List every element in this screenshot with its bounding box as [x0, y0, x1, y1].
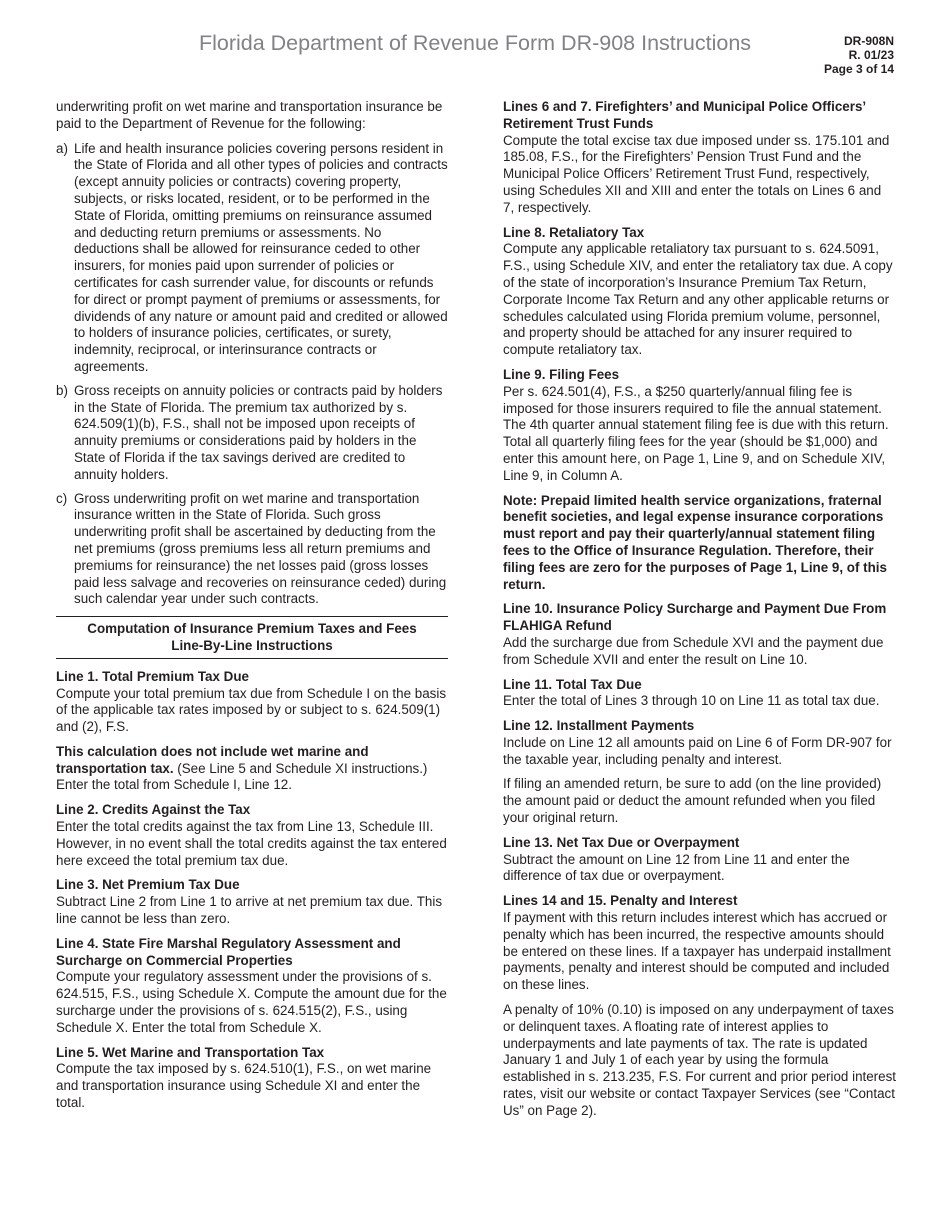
line12-amended-text: If filing an amended return, be sure to add (on the line provided) the amount paid or deduct the amount refunded when you filed your original return. [503, 776, 882, 826]
form-identifier [824, 34, 894, 76]
form-revision: R. 01/23 [848, 48, 894, 62]
line8-text: Compute any applicable retaliatory tax pursuant to s. 624.5091, F.S., using Schedule XIV, and enter the retaliatory tax due. A copy of the state of incorporation’s Insurance Premium Tax Return, Corporate Income Tax Return and any other applicable returns or schedules calculated using Florida premium volume, personnel, and property should be attached for any insurer required to compute retaliatory tax. [503, 241, 893, 358]
page-title: Florida Department of Revenue Form DR-908 Instructions [198, 31, 752, 55]
intro-paragraph: underwriting profit on wet marine and transportation insurance be paid to the Department of Revenue for the following: [56, 99, 443, 131]
line5-text: Compute the tax imposed by s. 624.510(1), F.S., on wet marine and transportation insurance using Schedule XI and enter the total. [56, 1061, 432, 1111]
line2-text: Enter the total credits against the tax from Line 13, Schedule III. However, in no event shall the total credits against the tax entered here exceed the total premium tax due. [56, 819, 447, 868]
line14-15-section [503, 893, 896, 994]
line1-note-bold: This calculation does not include wet marine and transportation tax. [56, 743, 369, 776]
tax-base-list [56, 141, 448, 609]
line6-7-section [503, 99, 896, 217]
line2-heading: Line 2. Credits Against the Tax [56, 802, 251, 818]
line10-heading: Line 10. Insurance Policy Surcharge and Payment Due From FLAHIGA Refund [503, 601, 887, 634]
list-item-text: Gross receipts on annuity policies or contracts paid by holders in the State of Florida. The premium tax authorized by s. 624.509(1)(b), F.S., shall not be imposed upon receipts of annuity premiums or considerations paid by holders in the State of Florida if the tax savings derived are credited to annuity holders. [74, 382, 443, 482]
line9-heading: Line 9. Filing Fees [503, 366, 620, 382]
line13-text: Subtract the amount on Line 12 from Line 11 and enter the difference of tax due or overpayment. [503, 851, 850, 884]
list-item [56, 141, 448, 376]
line11-text: Enter the total of Lines 3 through 10 on Line 11 as total tax due. [503, 693, 880, 709]
line3-text: Subtract Line 2 from Line 1 to arrive at net premium tax due. This line cannot be less than zero. [56, 894, 443, 927]
line13-section [503, 835, 896, 885]
line13-heading: Line 13. Net Tax Due or Overpayment [503, 834, 740, 850]
line8-heading: Line 8. Retaliatory Tax [503, 224, 645, 240]
line10-text: Add the surcharge due from Schedule XVI and the payment due from Schedule XVII and enter the result on Line 10. [503, 634, 884, 667]
line5-section [56, 1045, 448, 1112]
line1-text: Compute your total premium tax due from Schedule I on the basis of the applicable tax rates imposed by or subject to s. 624.509(1) and (2), F.S. [56, 685, 447, 735]
line6-7-text: Compute the total excise tax due imposed under ss. 175.101 and 185.08, F.S., for the Firefighters’ Pension Trust Fund and the Municipal Police Officers’ Retirement Trust Fund, respectively, using Schedules XII and XIII and enter the totals on Lines 6 and 7, respectively. [503, 132, 890, 215]
line6-7-heading: Lines 6 and 7. Firefighters’ and Municipal Police Officers’ Retirement Trust Funds [503, 99, 866, 131]
line12-text: Include on Line 12 all amounts paid on Line 6 of Form DR-907 for the taxable year, including penalty and interest. [503, 734, 892, 767]
list-item [56, 383, 448, 484]
right-column [503, 99, 896, 1128]
line14-15-heading: Lines 14 and 15. Penalty and Interest [503, 893, 738, 909]
line9-note: Note: Prepaid limited health service organizations, fraternal benefit societies, and legal expense insurance corporations must report and pay their quarterly/annual statement filing fees to the Office of Insurance Regulation. Therefore, their filing fees are zero for the purposes of Page 1, Line 9, of this return. [503, 492, 887, 592]
list-item-text: Gross underwriting profit on wet marine and transportation insurance written in the State of Florida. Such gross underwriting profit shall be ascertained by deducting from the net premiums (gross premiums less all return premiums and premiums for reinsurance) the net losses paid (gross losses paid less salvage and recoveries on reinsurance ceded) during such calendar year under such contracts. [74, 490, 447, 607]
line4-text: Compute your regulatory assessment under the provisions of s. 624.515, F.S., using Schedule X. Compute the amount due for the surcharge under the provisions of s. 624.515(2), F.S., using Schedule X. Enter the total from Schedule X. [56, 969, 447, 1035]
line12-heading: Line 12. Installment Payments [503, 718, 695, 734]
line1-note-text: (See Line 5 and Schedule XI instructions.) Enter the total from Schedule I, Line 12. [56, 760, 428, 793]
page-number: Page 3 of 14 [823, 62, 894, 76]
line2-section [56, 802, 448, 869]
section-heading-box [56, 616, 448, 659]
list-item [56, 491, 448, 609]
section-heading-subtitle: Line-By-Line Instructions [171, 637, 333, 653]
line9-section [503, 367, 896, 485]
line14-15-penalty-text: A penalty of 10% (0.10) is imposed on any underpayment of taxes or delinquent taxes. A floating rate of interest applies to underpayments and late payments of tax. The rate is updated January 1 and July 1 of each year by using the formula established in s. 213.235, F.S. For current and prior period interest rates, visit our website or contact Taxpayer Services (see “Contact Us” on Page 2). [503, 1002, 897, 1118]
section-heading-title: Computation of Insurance Premium Taxes and Fees [87, 621, 417, 637]
line1-section [56, 669, 448, 736]
line4-heading: Line 4. State Fire Marshal Regulatory Assessment and Surcharge on Commercial Properties [56, 935, 401, 968]
line3-heading: Line 3. Net Premium Tax Due [56, 877, 240, 893]
line8-section [503, 225, 896, 359]
line11-heading: Line 11. Total Tax Due [503, 676, 642, 692]
line11-section [503, 677, 896, 711]
list-marker: c) [56, 490, 68, 506]
line3-section [56, 877, 448, 927]
line12-section [503, 718, 896, 768]
line9-text: Per s. 624.501(4), F.S., a $250 quarterly/annual filing fee is imposed for those insurers required to file the annual statement. The 4th quarter annual statement filing fee is due with this return. Total all quarterly filing fees for the year (should be $1,000) and enter this amount here, on Page 1, Line 9, and on Schedule XIV, Line 9, in Column A. [503, 383, 889, 483]
line1-heading: Line 1. Total Premium Tax Due [56, 668, 249, 684]
list-marker: b) [56, 382, 68, 398]
line4-section [56, 936, 448, 1037]
line14-15-text: If payment with this return includes interest which has accrued or penalty which has been incurred, the respective amounts should be entered on these lines. If a taxpayer has underpaid installment payments, penalty and interest should be computed and included on these lines. [503, 910, 891, 993]
list-marker: a) [56, 140, 68, 156]
form-number: DR-908N [843, 34, 894, 48]
line1-note [56, 744, 448, 794]
line10-section [503, 601, 896, 668]
line5-heading: Line 5. Wet Marine and Transportation Tax [56, 1044, 325, 1060]
left-column [56, 99, 448, 1120]
list-item-text: Life and health insurance policies covering persons resident in the State of Florida and all other types of policies and contracts (except annuity policies or contracts) covering property, subjects, or risks located, resident, or to be performed in the State of Florida, omitting premiums on reinsurance assumed and deducting return premiums or assessments. No deductions shall be allowed for reinsurance ceded to other insurers, for monies paid upon surrender of policies or certificates for cash surrender value, for discounts or refunds for direct or prompt payment of premiums or assessments, for dividends of any nature or amount paid and credited or allowed to holders of insurance policies, certificates, or surety, indemnity, reciprocal, or interinsurance contracts or agreements. [74, 140, 448, 374]
